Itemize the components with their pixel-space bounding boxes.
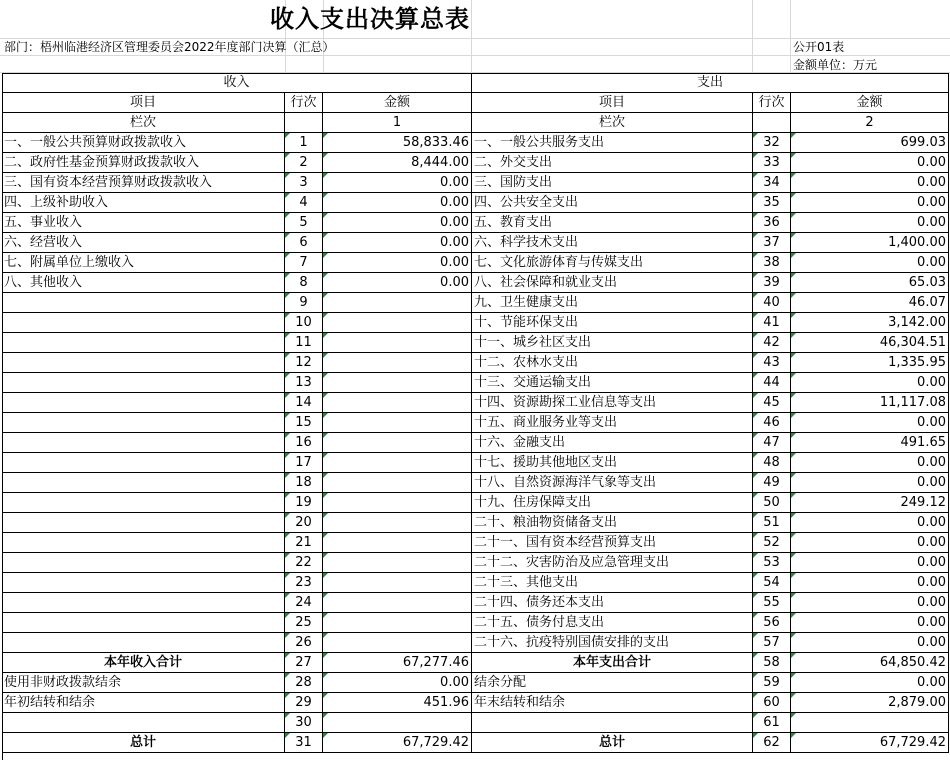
expense-amount: 0.00	[791, 373, 949, 393]
expense-amount: 0.00	[791, 573, 949, 593]
income-amount: 0.00	[323, 273, 472, 293]
expense-item: 二、外交支出	[472, 153, 753, 173]
income-row-number: 28	[285, 673, 323, 693]
expense-amount: 46.07	[791, 293, 949, 313]
income-item	[2, 633, 285, 653]
expense-amount: 2,879.00	[791, 693, 949, 713]
income-item: 一、一般公共预算财政拨款收入	[2, 133, 285, 153]
income-row-number: 12	[285, 353, 323, 373]
form-code: 公开01表	[793, 40, 845, 54]
expense-amount: 0.00	[791, 153, 949, 173]
expense-amount: 65.03	[791, 273, 949, 293]
income-row-number: 20	[285, 513, 323, 533]
expense-amount: 46,304.51	[791, 333, 949, 353]
expense-item: 五、教育支出	[472, 213, 753, 233]
expense-amount: 0.00	[791, 473, 949, 493]
expense-item: 十九、住房保障支出	[472, 493, 753, 513]
expense-amount: 0.00	[791, 193, 949, 213]
expense-row-number: 49	[753, 473, 791, 493]
expense-row-number: 51	[753, 513, 791, 533]
income-amount	[323, 433, 472, 453]
income-item: 三、国有资本经营预算财政拨款收入	[2, 173, 285, 193]
income-amount: 8,444.00	[323, 153, 472, 173]
expense-row-number: 36	[753, 213, 791, 233]
income-row-number: 3	[285, 173, 323, 193]
expense-row-number: 52	[753, 533, 791, 553]
expense-item: 十八、自然资源海洋气象等支出	[472, 473, 753, 493]
income-amount-header: 金额	[323, 93, 472, 113]
expense-amount: 491.65	[791, 433, 949, 453]
income-amount	[323, 413, 472, 433]
expense-row-number: 33	[753, 153, 791, 173]
income-row-number: 25	[285, 613, 323, 633]
amount-unit: 金额单位：万元	[793, 58, 878, 72]
income-amount: 0.00	[323, 253, 472, 273]
income-item: 总计	[2, 733, 285, 753]
income-item	[2, 573, 285, 593]
expense-row-number: 58	[753, 653, 791, 673]
expense-item: 四、公共安全支出	[472, 193, 753, 213]
income-row-number: 18	[285, 473, 323, 493]
expense-item	[472, 713, 753, 733]
income-amount	[323, 293, 472, 313]
income-row-header: 行次	[285, 93, 323, 113]
expense-item: 十七、援助其他地区支出	[472, 453, 753, 473]
income-item-header: 项目	[2, 93, 285, 113]
income-lanci-number: 1	[323, 113, 472, 133]
expense-item: 二十五、债务付息支出	[472, 613, 753, 633]
expense-row-number: 32	[753, 133, 791, 153]
expense-amount: 0.00	[791, 173, 949, 193]
expense-item: 十二、农林水支出	[472, 353, 753, 373]
income-amount: 451.96	[323, 693, 472, 713]
income-item	[2, 553, 285, 573]
expense-amount: 0.00	[791, 453, 949, 473]
income-item	[2, 453, 285, 473]
expense-row-number: 54	[753, 573, 791, 593]
expense-row-number: 59	[753, 673, 791, 693]
expense-row-number: 37	[753, 233, 791, 253]
income-amount	[323, 633, 472, 653]
expense-amount: 0.00	[791, 673, 949, 693]
expense-row-number: 46	[753, 413, 791, 433]
expense-row-number: 45	[753, 393, 791, 413]
income-item	[2, 293, 285, 313]
income-row-number: 21	[285, 533, 323, 553]
expense-row-header: 行次	[753, 93, 791, 113]
income-amount	[323, 353, 472, 373]
expense-item: 二十三、其他支出	[472, 573, 753, 593]
expense-lanci-label: 栏次	[472, 113, 753, 133]
income-row-number: 11	[285, 333, 323, 353]
income-row-number: 26	[285, 633, 323, 653]
expense-row-number: 35	[753, 193, 791, 213]
income-item	[2, 313, 285, 333]
income-row-number: 29	[285, 693, 323, 713]
expense-item: 七、文化旅游体育与传媒支出	[472, 253, 753, 273]
expense-amount: 1,400.00	[791, 233, 949, 253]
expense-amount: 0.00	[791, 533, 949, 553]
expense-item: 年末结转和结余	[472, 693, 753, 713]
expense-item: 总计	[472, 733, 753, 753]
income-row-number: 15	[285, 413, 323, 433]
expense-amount: 0.00	[791, 213, 949, 233]
expense-amount: 64,850.42	[791, 653, 949, 673]
expense-header: 支出	[472, 73, 949, 93]
expense-row-number: 50	[753, 493, 791, 513]
expense-row-number: 55	[753, 593, 791, 613]
expense-row-number: 40	[753, 293, 791, 313]
expense-lanci-blank	[753, 113, 791, 133]
income-row-number: 9	[285, 293, 323, 313]
income-item	[2, 713, 285, 733]
income-amount: 0.00	[323, 673, 472, 693]
income-amount: 67,729.42	[323, 733, 472, 753]
income-row-number: 6	[285, 233, 323, 253]
income-row-number: 17	[285, 453, 323, 473]
income-item	[2, 413, 285, 433]
income-row-number: 16	[285, 433, 323, 453]
income-header: 收入	[2, 73, 472, 93]
income-row-number: 1	[285, 133, 323, 153]
expense-row-number: 44	[753, 373, 791, 393]
income-row-number: 19	[285, 493, 323, 513]
expense-item: 九、卫生健康支出	[472, 293, 753, 313]
expense-amount: 0.00	[791, 413, 949, 433]
income-row-number: 13	[285, 373, 323, 393]
income-item	[2, 393, 285, 413]
income-amount	[323, 373, 472, 393]
income-item: 七、附属单位上缴收入	[2, 253, 285, 273]
expense-item: 十六、金融支出	[472, 433, 753, 453]
income-item	[2, 353, 285, 373]
income-amount	[323, 533, 472, 553]
income-row-number: 7	[285, 253, 323, 273]
expense-row-number: 60	[753, 693, 791, 713]
income-item	[2, 613, 285, 633]
expense-item: 十三、交通运输支出	[472, 373, 753, 393]
income-amount	[323, 453, 472, 473]
income-amount	[323, 473, 472, 493]
income-item	[2, 473, 285, 493]
report-title: 收入支出决算总表	[270, 5, 470, 33]
expense-amount: 11,117.08	[791, 393, 949, 413]
income-row-number: 31	[285, 733, 323, 753]
income-item: 年初结转和结余	[2, 693, 285, 713]
income-lanci-blank	[285, 113, 323, 133]
expense-item-header: 项目	[472, 93, 753, 113]
income-row-number: 5	[285, 213, 323, 233]
expense-item: 十一、城乡社区支出	[472, 333, 753, 353]
expense-item: 六、科学技术支出	[472, 233, 753, 253]
income-row-number: 27	[285, 653, 323, 673]
income-amount	[323, 613, 472, 633]
expense-row-number: 42	[753, 333, 791, 353]
income-item	[2, 333, 285, 353]
income-amount	[323, 313, 472, 333]
expense-item: 三、国防支出	[472, 173, 753, 193]
income-amount: 67,277.46	[323, 653, 472, 673]
income-row-number: 4	[285, 193, 323, 213]
income-amount	[323, 513, 472, 533]
expense-item: 十四、资源勘探工业信息等支出	[472, 393, 753, 413]
expense-amount: 0.00	[791, 253, 949, 273]
expense-row-number: 38	[753, 253, 791, 273]
income-item	[2, 373, 285, 393]
expense-row-number: 53	[753, 553, 791, 573]
income-amount	[323, 713, 472, 733]
expense-row-number: 41	[753, 313, 791, 333]
expense-item: 十、节能环保支出	[472, 313, 753, 333]
expense-item: 二十六、抗疫特别国债安排的支出	[472, 633, 753, 653]
income-amount	[323, 393, 472, 413]
expense-amount: 249.12	[791, 493, 949, 513]
income-row-number: 10	[285, 313, 323, 333]
income-item: 使用非财政拨款结余	[2, 673, 285, 693]
income-row-number: 24	[285, 593, 323, 613]
income-item: 六、经营收入	[2, 233, 285, 253]
expense-amount: 67,729.42	[791, 733, 949, 753]
income-item	[2, 593, 285, 613]
income-amount	[323, 593, 472, 613]
expense-item: 结余分配	[472, 673, 753, 693]
income-item	[2, 533, 285, 553]
income-amount: 0.00	[323, 213, 472, 233]
expense-item: 八、社会保障和就业支出	[472, 273, 753, 293]
expense-row-number: 62	[753, 733, 791, 753]
expense-lanci-number: 2	[791, 113, 949, 133]
expense-amount: 1,335.95	[791, 353, 949, 373]
expense-item: 二十一、国有资本经营预算支出	[472, 533, 753, 553]
income-amount	[323, 573, 472, 593]
income-item: 四、上级补助收入	[2, 193, 285, 213]
expense-amount: 0.00	[791, 513, 949, 533]
expense-row-number: 34	[753, 173, 791, 193]
income-item	[2, 433, 285, 453]
income-amount: 0.00	[323, 173, 472, 193]
expense-amount: 0.00	[791, 633, 949, 653]
income-item: 本年收入合计	[2, 653, 285, 673]
income-amount	[323, 493, 472, 513]
expense-row-number: 61	[753, 713, 791, 733]
expense-amount: 699.03	[791, 133, 949, 153]
income-row-number: 30	[285, 713, 323, 733]
income-item: 八、其他收入	[2, 273, 285, 293]
expense-amount: 3,142.00	[791, 313, 949, 333]
expense-amount-header: 金额	[791, 93, 949, 113]
expense-row-number: 48	[753, 453, 791, 473]
department-label: 部门：梧州临港经济区管理委员会2022年度部门决算（汇总）	[4, 40, 335, 54]
income-amount: 58,833.46	[323, 133, 472, 153]
income-row-number: 14	[285, 393, 323, 413]
expense-amount: 0.00	[791, 613, 949, 633]
income-row-number: 22	[285, 553, 323, 573]
income-row-number: 8	[285, 273, 323, 293]
income-row-number: 2	[285, 153, 323, 173]
expense-item: 二十二、灾害防治及应急管理支出	[472, 553, 753, 573]
income-lanci-label: 栏次	[2, 113, 285, 133]
income-item	[2, 513, 285, 533]
expense-row-number: 56	[753, 613, 791, 633]
expense-amount	[791, 713, 949, 733]
income-amount	[323, 553, 472, 573]
income-item	[2, 493, 285, 513]
expense-row-number: 39	[753, 273, 791, 293]
expense-row-number: 57	[753, 633, 791, 653]
income-item: 五、事业收入	[2, 213, 285, 233]
income-item: 二、政府性基金预算财政拨款收入	[2, 153, 285, 173]
expense-item: 十五、商业服务业等支出	[472, 413, 753, 433]
income-amount: 0.00	[323, 233, 472, 253]
expense-amount: 0.00	[791, 553, 949, 573]
expense-item: 二十、粮油物资储备支出	[472, 513, 753, 533]
expense-item: 二十四、债务还本支出	[472, 593, 753, 613]
expense-row-number: 47	[753, 433, 791, 453]
income-amount	[323, 333, 472, 353]
expense-amount: 0.00	[791, 593, 949, 613]
income-row-number: 23	[285, 573, 323, 593]
expense-item: 本年支出合计	[472, 653, 753, 673]
expense-item: 一、一般公共服务支出	[472, 133, 753, 153]
income-amount: 0.00	[323, 193, 472, 213]
expense-row-number: 43	[753, 353, 791, 373]
